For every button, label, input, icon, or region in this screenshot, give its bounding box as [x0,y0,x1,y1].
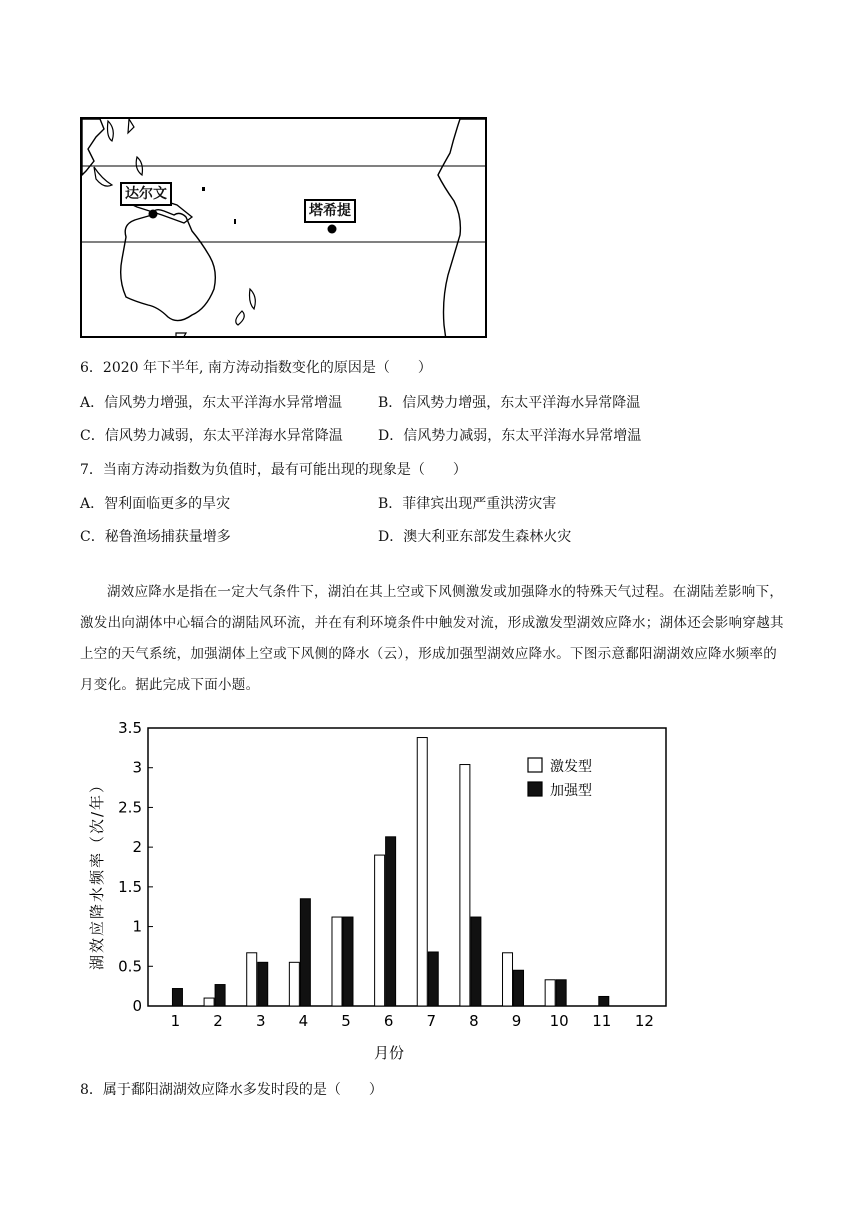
x-axis [171,1012,654,1030]
island [234,219,236,224]
darwin-label: 达尔文 [120,182,172,206]
x-tick-label: 3 [255,1012,266,1030]
x-axis-label: 月份 [373,1044,405,1062]
map-drawing [82,119,487,338]
bar-enhanced [514,970,524,1006]
island [108,121,114,141]
island [128,119,134,133]
bar-excited [545,980,555,1006]
y-tick-label: 1.5 [118,877,142,896]
x-tick-label: 8 [469,1012,479,1030]
island [94,167,112,186]
question-7-stem: 7．当南方涛动指数为负值时，最有可能出现的现象是（ ） [80,462,467,478]
australia [121,210,216,321]
x-tick-label: 4 [298,1012,309,1030]
bar-enhanced [556,980,566,1006]
tasmania [176,333,186,338]
question-6-option-c: C．信风势力减弱，东太平洋海水异常降温 [80,428,343,444]
bar-excited [460,765,470,1006]
bar-enhanced [258,962,268,1006]
y-tick-label: 2 [132,838,142,857]
legend-label-enhanced: 加强型 [550,783,592,799]
tahiti-label: 塔希提 [304,199,356,223]
bar-enhanced [386,837,396,1006]
bar-chart [80,718,680,1068]
asia-coast [82,119,104,175]
question-7-option-b: B．菲律宾出现严重洪涝灾害 [378,496,557,512]
bar-enhanced [343,917,353,1006]
island [202,187,205,191]
new-zealand-north [250,289,256,309]
bar-excited [503,953,513,1006]
y-tick-label: 1 [132,917,142,936]
x-tick-label: 10 [549,1012,569,1030]
bar-enhanced [599,996,609,1006]
y-tick-label: 2.5 [118,798,142,817]
question-6-option-b: B．信风势力增强，东太平洋海水异常降温 [378,395,641,411]
question-7-option-c: C．秘鲁渔场捕获量增多 [80,529,231,545]
legend-swatch-excited [528,758,542,772]
x-tick-label: 5 [341,1012,351,1030]
y-tick-label: 0.5 [118,957,142,976]
bars [172,738,608,1006]
question-8-stem: 8．属于鄱阳湖湖效应降水多发时段的是（ ） [80,1082,383,1098]
bar-enhanced [428,952,438,1006]
x-tick-label: 6 [383,1012,394,1030]
bar-excited [247,953,257,1006]
question-7-option-d: D．澳大利亚东部发生森林火灾 [378,529,572,545]
x-tick-label: 11 [592,1012,612,1030]
new-zealand-south [236,311,245,325]
x-tick-label: 7 [426,1012,437,1030]
y-tick-label: 3.5 [118,719,142,737]
bar-enhanced [172,989,182,1006]
bar-enhanced [215,985,225,1006]
bar-excited [417,738,427,1006]
y-tick-label: 3 [132,758,142,777]
pacific-map [80,117,487,338]
tahiti-dot [328,225,337,234]
x-tick-label: 1 [170,1012,181,1030]
legend [528,758,592,799]
legend-label-excited: 激发型 [550,759,592,775]
reading-passage: 湖效应降水是指在一定大气条件下，湖泊在其上空或下风侧激发或加强降水的特殊天气过程。在湖陆差影响下，激发出向湖体中心辐合的湖陆风环流，并在有利环境条件中触发对流，形成激发型湖效应降水；湖体还会影响穿越其上空的天气系统，加强湖体上空或下风侧的降水（云），形成加强型湖效应降水。下图示意鄱阳湖湖效应降水频率的月变化。据此完成下面小题。 [80,584,784,693]
y-axis-label: 湖效应降水频率（次/年） [88,775,106,971]
bar-excited [204,998,214,1006]
bar-enhanced [300,899,310,1006]
darwin-dot [149,210,158,219]
bar-excited [289,962,299,1006]
question-6-option-a: A．信风势力增强，东太平洋海水异常增温 [80,395,343,411]
bar-excited [332,917,342,1006]
bar-excited [375,855,385,1006]
bar-enhanced [471,917,481,1006]
question-6-option-d: D．信风势力减弱，东太平洋海水异常增温 [378,428,642,444]
question-6-stem: 6．2020 年下半年, 南方涛动指数变化的原因是（ ） [80,360,432,376]
legend-swatch-enhanced [528,782,542,796]
y-tick-label: 0 [132,997,142,1015]
x-tick-label: 12 [634,1012,654,1030]
americas-coast [438,119,487,338]
x-tick-label: 9 [511,1012,522,1030]
question-7-option-a: A．智利面临更多的旱灾 [80,496,231,512]
x-tick-label: 2 [213,1012,223,1030]
chart-container [80,718,680,1068]
